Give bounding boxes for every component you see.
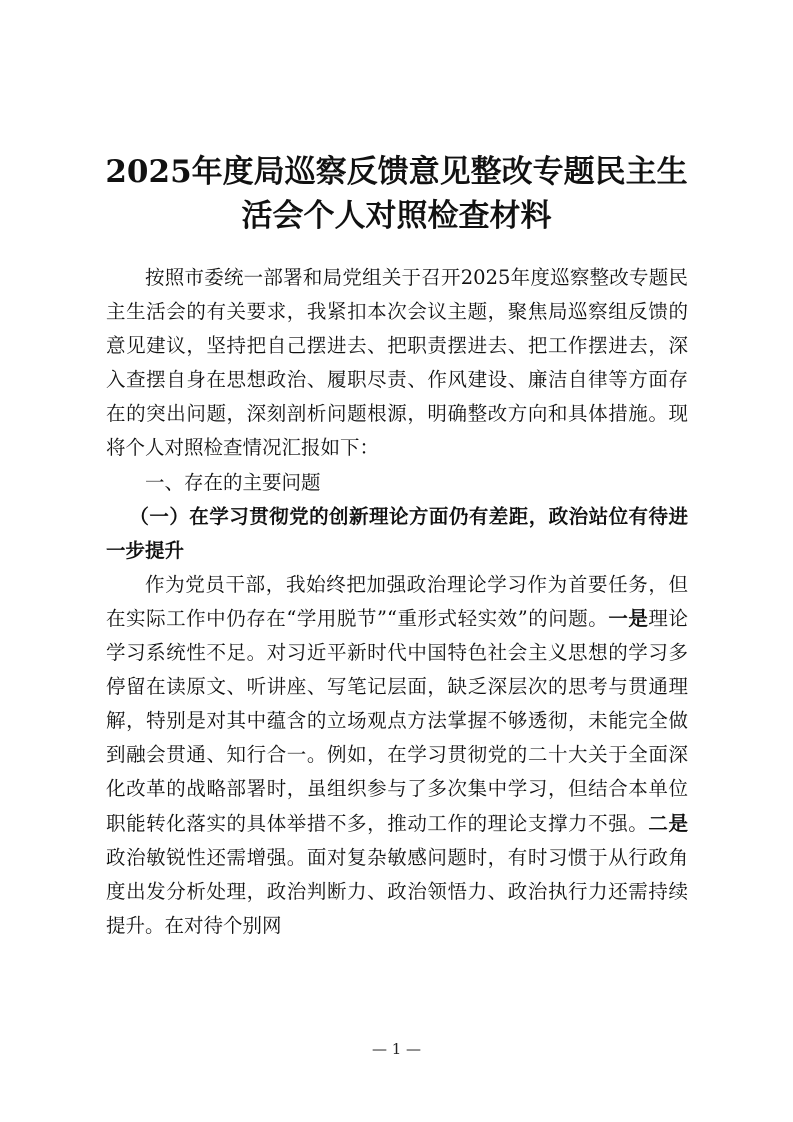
paragraph-text: 作为党员干部，我始终把加强政治理论学习作为首要任务，但在实际工作中仍存在“学用脱节”“重形式轻实效”的问题。	[106, 572, 688, 630]
document-title-line-2: 活会个人对照检查材料	[241, 198, 552, 234]
body-paragraph	[106, 568, 688, 943]
paragraph-text: 政治敏锐性还需增强。面对复杂敏感问题时，有时习惯于从行政角度出发分析处理，政治判断力、政治领悟力、政治执行力还需持续提升。在对待个别网	[106, 845, 688, 937]
point-label-second: 二是	[648, 811, 688, 835]
section-heading: 一、存在的主要问题	[145, 470, 321, 494]
page-number: — 1 —	[371, 1040, 422, 1058]
intro-paragraph: 按照市委统一部署和局党组关于召开2025年度巡察整改专题民主生活会的有关要求，我紧扣本次会议主题，聚焦局巡察组反馈的意见建议，坚持把自己摆进去、把职责摆进去、把工作摆进去，深入查摆自身在思想政治、履职尽责、作风建设、廉洁自律等方面存在的突出问题，深刻剖析问题根源，明确整改方向和具体措施。现将个人对照检查情况汇报如下：	[106, 266, 688, 460]
paragraph-text: 理论学习系统性不足。对习近平新时代中国特色社会主义思想的学习多停留在读原文、听讲座、写笔记层面，缺乏深层次的思考与贯通理解，特别是对其中蕴含的立场观点方法掌握不够透彻，未能完全做到融会贯通、知行合一。例如，在学习贯彻党的二十大关于全面深化改革的战略部署时，虽组织参与了多次集中学习，但结合本单位职能转化落实的具体举措不多，推动工作的理论支撑力不强。	[106, 606, 688, 835]
point-label-first: 一是	[608, 606, 649, 630]
document-title-line-1: 2025年度局巡察反馈意见整改专题民主生	[105, 154, 688, 190]
document-body	[106, 261, 688, 943]
subsection-heading: （一）在学习贯彻党的创新理论方面仍有差距，政治站位有待进一步提升	[106, 504, 688, 562]
